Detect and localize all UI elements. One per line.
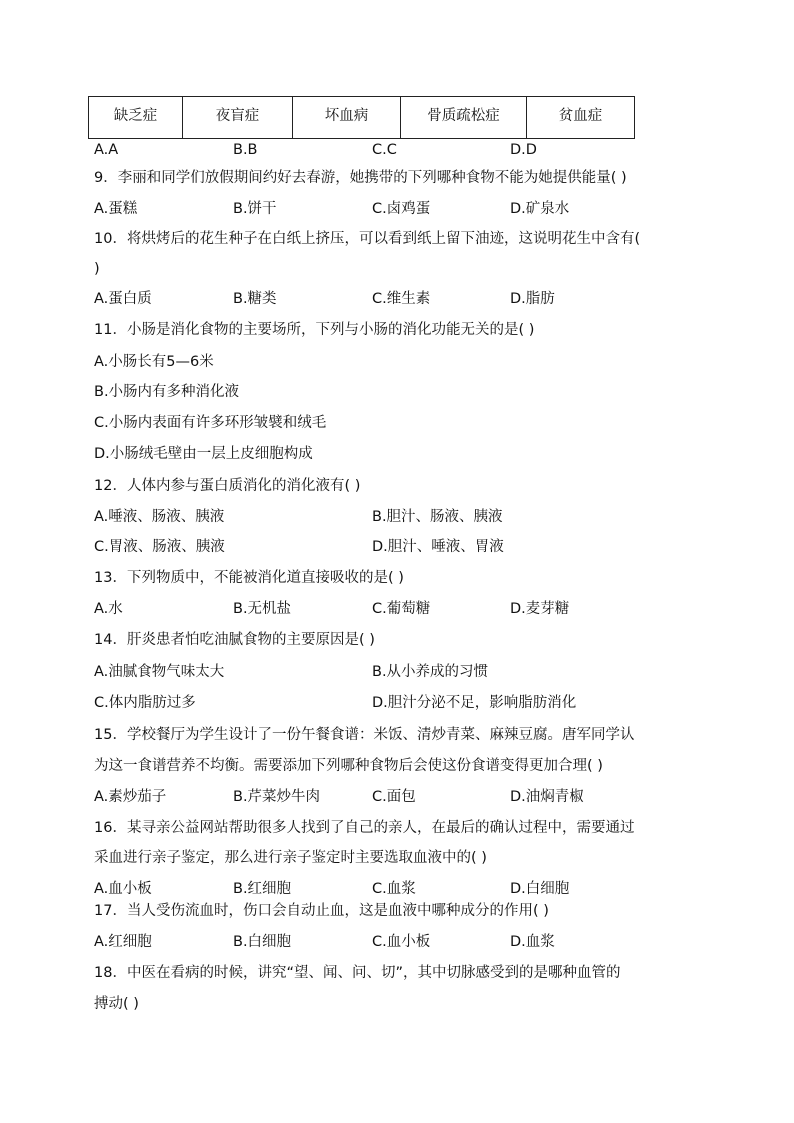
q16-option-b: B.红细胞	[233, 881, 292, 897]
q11-option-a: A.小肠长有5—6米	[94, 354, 214, 370]
q16-option-c: C.血浆	[372, 881, 416, 897]
q14-stem: 14．肝炎患者怕吃油腻食物的主要原因是( )	[94, 632, 375, 648]
q15-option-c: C.面包	[372, 789, 416, 805]
q10-stem: 10．将烘烤后的花生种子在白纸上挤压，可以看到纸上留下油迹，这说明花生中含有(	[94, 231, 641, 247]
q13-option-a: A.水	[94, 601, 123, 617]
q15-stem-cont: 为这一食谱营养不均衡。需要添加下列哪种食物后会使这份食谱变得更加合理( )	[94, 758, 603, 774]
q17-option-a: A.红细胞	[94, 934, 152, 950]
table-cell: 缺乏症	[89, 97, 183, 139]
q18-stem-cont: 搏动( )	[94, 996, 139, 1012]
q9-option-b: B.饼干	[233, 201, 277, 217]
q15-option-d: D.油焖青椒	[510, 789, 584, 805]
q15-option-b: B.芹菜炒牛肉	[233, 789, 321, 805]
q8-option-c: C.C	[372, 142, 397, 158]
q14-option-a: A.油腻食物气味太大	[94, 664, 225, 680]
q8-option-b: B.B	[233, 142, 258, 158]
q9-stem: 9．李丽和同学们放假期间约好去春游，她携带的下列哪种食物不能为她提供能量( )	[94, 170, 627, 186]
table-cell: 坏血病	[293, 97, 401, 139]
q14-option-b: B.从小养成的习惯	[372, 664, 489, 680]
table-cell: 夜盲症	[183, 97, 293, 139]
q13-option-d: D.麦芽糖	[510, 601, 570, 617]
q12-option-d: D.胆汁、唾液、胃液	[372, 539, 504, 555]
q9-option-a: A.蛋糕	[94, 201, 138, 217]
q16-stem-cont: 采血进行亲子鉴定，那么进行亲子鉴定时主要选取血液中的( )	[94, 850, 487, 866]
q11-stem: 11．小肠是消化食物的主要场所，下列与小肠的消化功能无关的是( )	[94, 322, 535, 338]
q11-option-b: B.小肠内有多种消化液	[94, 384, 240, 400]
q17-option-c: C.血小板	[372, 934, 431, 950]
deficiency-table	[88, 96, 635, 139]
table-cell: 贫血症	[527, 97, 635, 139]
table-row	[89, 97, 635, 139]
q16-stem: 16．某寻亲公益网站帮助很多人找到了自己的亲人，在最后的确认过程中，需要通过	[94, 820, 635, 836]
q17-stem: 17．当人受伤流血时，伤口会自动止血，这是血液中哪种成分的作用( )	[94, 903, 549, 919]
q8-option-d: D.D	[510, 142, 537, 158]
q14-option-c: C.体内脂肪过多	[94, 695, 196, 711]
q10-option-b: B.糖类	[233, 291, 277, 307]
q13-stem: 13．下列物质中，不能被消化道直接吸收的是( )	[94, 570, 404, 586]
q10-stem-cont: )	[94, 261, 100, 277]
q9-option-d: D.矿泉水	[510, 201, 570, 217]
q12-option-c: C.胃液、肠液、胰液	[94, 539, 225, 555]
q17-option-d: D.血浆	[510, 934, 555, 950]
q10-option-a: A.蛋白质	[94, 291, 152, 307]
q16-option-a: A.血小板	[94, 881, 152, 897]
q8-option-a: A.A	[94, 142, 119, 158]
q12-stem: 12．人体内参与蛋白质消化的消化液有( )	[94, 478, 361, 494]
q11-option-c: C.小肠内表面有许多环形皱襞和绒毛	[94, 415, 327, 431]
table-cell: 骨质疏松症	[401, 97, 527, 139]
q18-stem: 18．中医在看病的时候，讲究“望、闻、问、切”，其中切脉感受到的是哪种血管的	[94, 965, 621, 981]
q13-option-b: B.无机盐	[233, 601, 292, 617]
q15-stem: 15．学校餐厅为学生设计了一份午餐食谱：米饭、清炒青菜、麻辣豆腐。唐军同学认	[94, 727, 635, 743]
q15-option-a: A.素炒茄子	[94, 789, 167, 805]
q12-option-b: B.胆汁、肠液、胰液	[372, 509, 503, 525]
q12-option-a: A.唾液、肠液、胰液	[94, 509, 225, 525]
q16-option-d: D.白细胞	[510, 881, 570, 897]
q9-option-c: C.卤鸡蛋	[372, 201, 431, 217]
q17-option-b: B.白细胞	[233, 934, 292, 950]
q14-option-d: D.胆汁分泌不足，影响脂肪消化	[372, 695, 577, 711]
q11-option-d: D.小肠绒毛壁由一层上皮细胞构成	[94, 446, 313, 462]
q13-option-c: C.葡萄糖	[372, 601, 431, 617]
q10-option-d: D.脂肪	[510, 291, 555, 307]
q10-option-c: C.维生素	[372, 291, 431, 307]
